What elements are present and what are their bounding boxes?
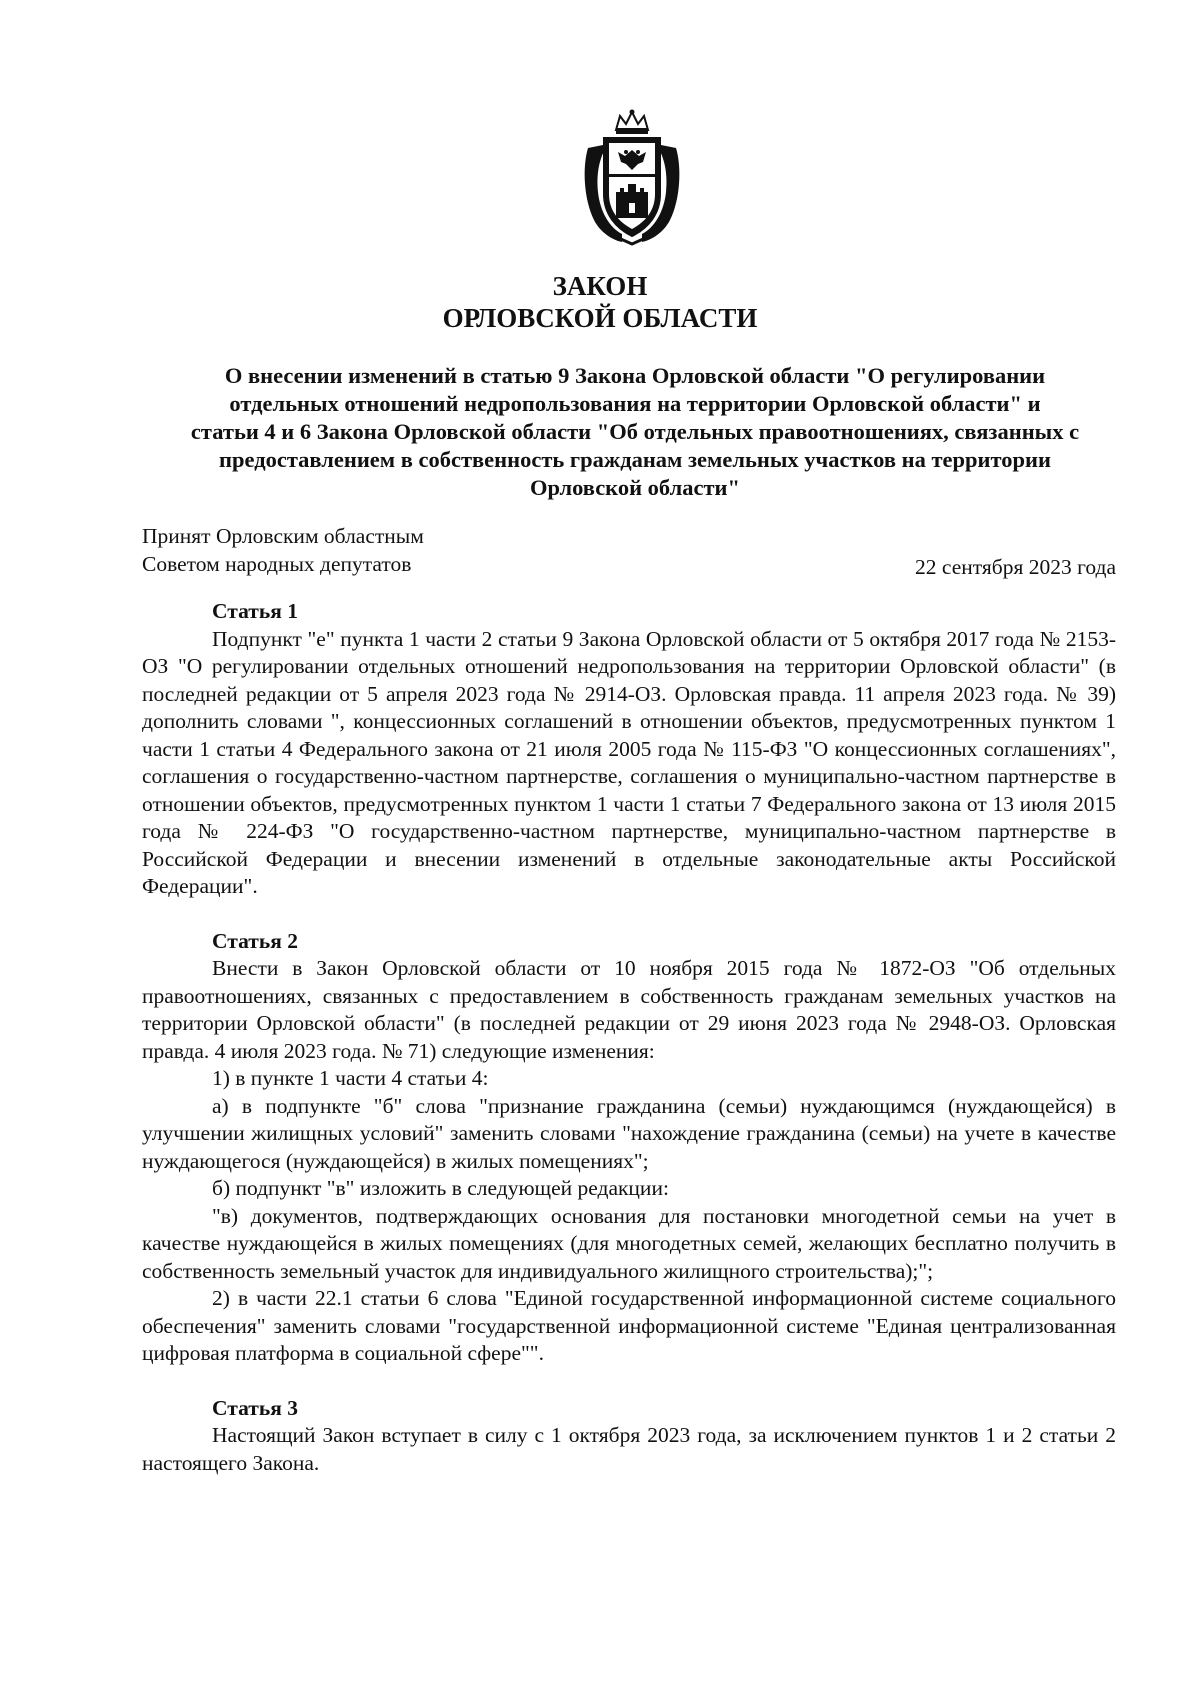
law-subject-line: предоставлением в собственность гражданам земельных участков на территории [219,447,1051,472]
law-title: ЗАКОН [552,271,648,301]
law-subject [140,362,1130,502]
law-subject-line: отдельных отношений недропользования на территории Орловской области" и [229,391,1041,416]
article-paragraph: "в) документов, подтверждающих основания для постановки многодетной семьи на учет в качестве нуждающейся в жилых помещениях (для многодетных семей, желающих бесплатно получить в собственность земельный участок для индивидуального жилищного строительства);"; [142,1203,1116,1283]
law-subject-line: О внесении изменений в статью 9 Закона Орловской области "О регулировании [224,363,1046,388]
article-paragraph: б) подпункт "в" изложить в следующей редакции: [212,1176,669,1200]
adoption-line: Принят Орловским областным [142,524,424,548]
article-paragraph: Внести в Закон Орловской области от 10 ноября 2015 года № 1872-ОЗ "Об отдельных правоотношениях, связанных с предоставлением в собственность гражданам земельных участков на территории Орловской области" (в последней редакции от 29 июня 2023 года № 2948-ОЗ. Орловская правда. 4 июля 2023 года. № 71) следующие изменения: [142,956,1116,1063]
article-1 [142,598,1116,901]
law-subject-line: статьи 4 и 6 Закона Орловской области "Об отдельных правоотношениях, связанных с [190,419,1080,444]
article-heading: Статья 1 [212,599,298,623]
article-paragraph: а) в подпункте "б" слова "признание гражданина (семьи) нуждающимся (нуждающейся) в улучшении жилищных условий" заменить словами "нахождение гражданина (семьи) на учете в качестве нуждающегося (нуждающейся) в жилых помещениях"; [142,1093,1116,1173]
article-heading: Статья 3 [212,1395,298,1420]
article-2 [142,928,1116,1368]
law-body [142,598,1116,1477]
article-paragraph: 2) в части 22.1 статьи 6 слова "Единой государственной информационной системе социального обеспечения" заменить словами "государственной информационной системе "Единая централизованная цифровая платформа в социальной сфере"". [142,1286,1116,1365]
article-paragraph: 1) в пункте 1 части 4 статьи 4: [212,1066,489,1090]
article-paragraph: Подпункт "е" пункта 1 части 2 статьи 9 Закона Орловской области от 5 октября 2017 года № 2153-ОЗ "О регулировании отдельных отношений недропользования на территории Орловской области" (в последней редакции от 5 апреля 2023 года № 2914-ОЗ. Орловская правда. 11 апреля 2023 года. № 39) дополнить словами ", концессионных соглашений в отношении объектов, предусмотренных пунктом 1 части 1 статьи 4 Федерального закона от 21 июля 2005 года № 115-ФЗ "О концессионных соглашениях", соглашения о государственно-частном партнерстве, соглашения о муниципально-частном партнерстве в отношении объектов, предусмотренных пунктом 1 части 1 статьи 7 Федерального закона от 13 июля 2015 года № 224-ФЗ "О государственно-частном партнерстве, муниципально-частном партнерстве в Российской Федерации и внесении изменений в отдельные законодательные акты Российской Федерации". [142,626,1116,898]
coat-of-arms-icon [578,108,686,248]
adoption-info [142,522,424,578]
article-3 [142,1395,1116,1478]
adoption-date: 22 сентября 2023 года [915,555,1116,579]
law-region-title: ОРЛОВСКОЙ ОБЛАСТИ [442,303,758,333]
adoption-line: Советом народных депутатов [142,552,412,576]
article-heading: Статья 2 [212,928,298,953]
law-subject-line: Орловской области" [530,475,740,500]
article-paragraph: Настоящий Закон вступает в силу с 1 октября 2023 года, за исключением пунктов 1 и 2 статьи 2 настоящего Закона. [142,1423,1116,1475]
